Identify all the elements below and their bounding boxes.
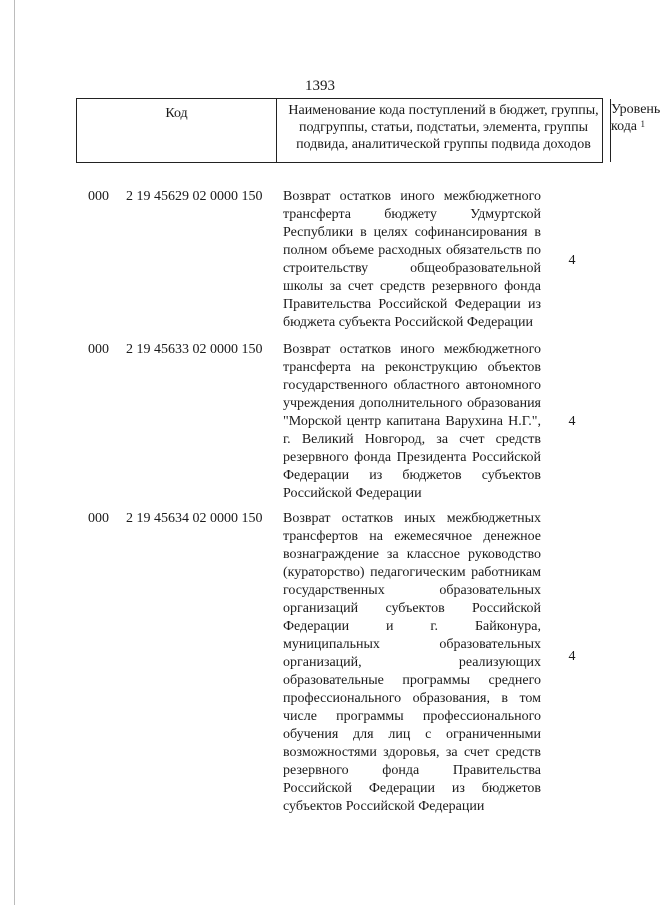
row-income-code: 2 19 45633 02 0000 150	[126, 342, 263, 357]
row-name: Возврат остатков иных межбюджетных трансфертов на ежемесячное денежное вознаграждение за классное руководство (кураторство) педагогическим работникам государственных образовательных организаций субъектов Российской Федерации и г. Байконура, муниципальных образовательных организаций, реализующих образовательные программы среднего профессионального образования, в том числе программы профессионального обучения для лиц с ограниченными возможностями здоровья, за счет средств резервного фонда Правительства Российской Федерации из бюджетов субъектов Российской Федерации	[283, 511, 541, 814]
row-level: 4	[568, 649, 576, 664]
header-code: Код	[77, 99, 277, 162]
row-admin-code: 000	[88, 342, 109, 357]
row-level: 4	[568, 253, 576, 268]
header-level-text: Уровень кода	[611, 102, 660, 134]
row-admin-code: 000	[88, 511, 109, 526]
scan-edge	[14, 0, 15, 905]
row-admin-code: 000	[88, 189, 109, 204]
header-level-footnote: 1	[640, 119, 646, 129]
row-name: Возврат остатков иного межбюджетного трансферта бюджету Удмуртской Республики в целях софинансирования в полном объеме расходных обязательств по строительству общеобразовательной школы за счет средств резервного фонда Правительства Российской Федерации из бюджета субъекта Российской Федерации	[283, 189, 541, 330]
row-level: 4	[568, 414, 576, 429]
table-header	[76, 98, 660, 163]
header-name: Наименование кода поступлений в бюджет, группы, подгруппы, статьи, подстатьи, элемента, группы подвида, аналитической группы подвида доходов	[277, 99, 611, 162]
row-name: Возврат остатков иного межбюджетного трансферта на реконструкцию объектов государственного областного автономного учреждения дополнительного образования "Морской центр капитана Варухина Н.Г.", г. Великий Новгород, за счет средств резервного фонда Президента Российской Федерации из бюджетов субъектов Российской Федерации	[283, 342, 541, 501]
row-income-code: 2 19 45634 02 0000 150	[126, 511, 263, 526]
page-number: 1393	[305, 78, 335, 94]
row-income-code: 2 19 45629 02 0000 150	[126, 189, 263, 204]
